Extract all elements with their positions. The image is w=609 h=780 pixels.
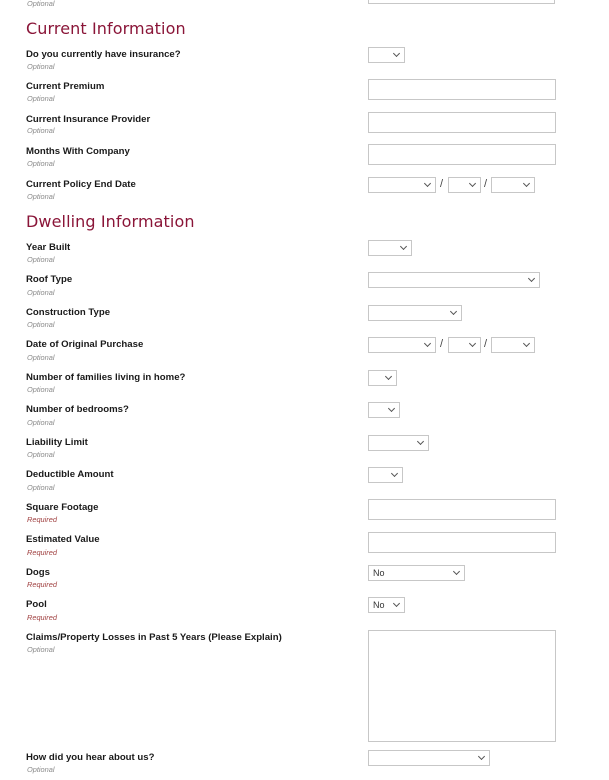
chevron-down-icon	[424, 340, 431, 347]
deductible-label: Deductible Amount	[26, 469, 114, 480]
dogs-select[interactable]	[368, 565, 465, 581]
chevron-down-icon	[450, 308, 457, 315]
chevron-down-icon	[400, 243, 407, 250]
purchase-date-label: Date of Original Purchase	[26, 339, 144, 350]
optional-hint: Optional	[27, 62, 55, 71]
pool-value: No	[373, 599, 385, 610]
optional-hint: Optional	[27, 418, 55, 427]
optional-hint: Optional	[27, 255, 55, 264]
policy-end-month-select[interactable]	[368, 177, 436, 193]
liability-limit-label: Liability Limit	[26, 437, 88, 448]
chevron-down-icon	[393, 50, 400, 57]
optional-hint: Optional	[27, 385, 55, 394]
estimated-value-input[interactable]	[368, 532, 556, 553]
optional-hint: Optional	[27, 159, 55, 168]
bedrooms-select[interactable]	[368, 402, 400, 418]
optional-hint: Optional	[27, 765, 55, 774]
section-title-current-information: Current Information	[26, 19, 186, 38]
year-built-label: Year Built	[26, 242, 71, 253]
purchase-month-select[interactable]	[368, 337, 436, 353]
policy-end-year-select[interactable]	[491, 177, 535, 193]
optional-hint: Optional	[27, 320, 55, 329]
date-separator: /	[484, 178, 488, 190]
estimated-value-label: Estimated Value	[26, 534, 100, 545]
year-built-select[interactable]	[368, 240, 412, 256]
chevron-down-icon	[523, 340, 530, 347]
required-hint: Required	[27, 613, 57, 622]
required-hint: Required	[27, 515, 57, 524]
square-footage-input[interactable]	[368, 499, 556, 520]
previous-field-input[interactable]	[368, 0, 555, 4]
deductible-select[interactable]	[368, 467, 403, 483]
section-title-dwelling-information: Dwelling Information	[26, 212, 195, 231]
roof-type-select[interactable]	[368, 272, 540, 288]
heard-about-label: How did you hear about us?	[26, 752, 155, 763]
chevron-down-icon	[453, 568, 460, 575]
required-hint: Required	[27, 548, 57, 557]
chevron-down-icon	[388, 405, 395, 412]
chevron-down-icon	[417, 438, 424, 445]
families-select[interactable]	[368, 370, 397, 386]
families-label: Number of families living in home?	[26, 372, 186, 383]
policy-end-day-select[interactable]	[448, 177, 481, 193]
required-hint: Required	[27, 580, 57, 589]
construction-type-label: Construction Type	[26, 307, 111, 318]
optional-hint: Optional	[27, 645, 55, 654]
pool-label: Pool	[26, 599, 47, 610]
dogs-value: No	[373, 567, 385, 578]
square-footage-label: Square Footage	[26, 502, 99, 513]
optional-hint: Optional	[27, 126, 55, 135]
optional-hint: Optional	[27, 94, 55, 103]
current-premium-input[interactable]	[368, 79, 556, 100]
chevron-down-icon	[391, 470, 398, 477]
provider-label: Current Insurance Provider	[26, 114, 151, 125]
chevron-down-icon	[393, 600, 400, 607]
insurance-label: Do you currently have insurance?	[26, 49, 181, 60]
claims-label: Claims/Property Losses in Past 5 Years (Please Explain)	[26, 632, 282, 643]
chevron-down-icon	[469, 180, 476, 187]
liability-limit-select[interactable]	[368, 435, 429, 451]
chevron-down-icon	[523, 180, 530, 187]
bedrooms-label: Number of bedrooms?	[26, 404, 129, 415]
date-separator: /	[440, 178, 444, 190]
optional-hint: Optional	[27, 192, 55, 201]
optional-hint: Optional	[27, 288, 55, 297]
chevron-down-icon	[424, 180, 431, 187]
pool-select[interactable]	[368, 597, 405, 613]
optional-hint: Optional	[27, 353, 55, 362]
date-separator: /	[484, 338, 488, 350]
insurance-select[interactable]	[368, 47, 405, 63]
optional-hint: Optional	[27, 483, 55, 492]
months-input[interactable]	[368, 144, 556, 165]
current-premium-label: Current Premium	[26, 81, 105, 92]
chevron-down-icon	[478, 753, 485, 760]
dogs-label: Dogs	[26, 567, 50, 578]
chevron-down-icon	[528, 275, 535, 282]
heard-about-select[interactable]	[368, 750, 490, 766]
optional-hint: Optional	[27, 0, 55, 8]
claims-textarea[interactable]	[368, 630, 556, 742]
policy-end-date-label: Current Policy End Date	[26, 179, 136, 190]
optional-hint: Optional	[27, 450, 55, 459]
date-separator: /	[440, 338, 444, 350]
chevron-down-icon	[469, 340, 476, 347]
roof-type-label: Roof Type	[26, 274, 73, 285]
chevron-down-icon	[385, 373, 392, 380]
purchase-year-select[interactable]	[491, 337, 535, 353]
months-label: Months With Company	[26, 146, 130, 157]
purchase-day-select[interactable]	[448, 337, 481, 353]
provider-input[interactable]	[368, 112, 556, 133]
construction-type-select[interactable]	[368, 305, 462, 321]
